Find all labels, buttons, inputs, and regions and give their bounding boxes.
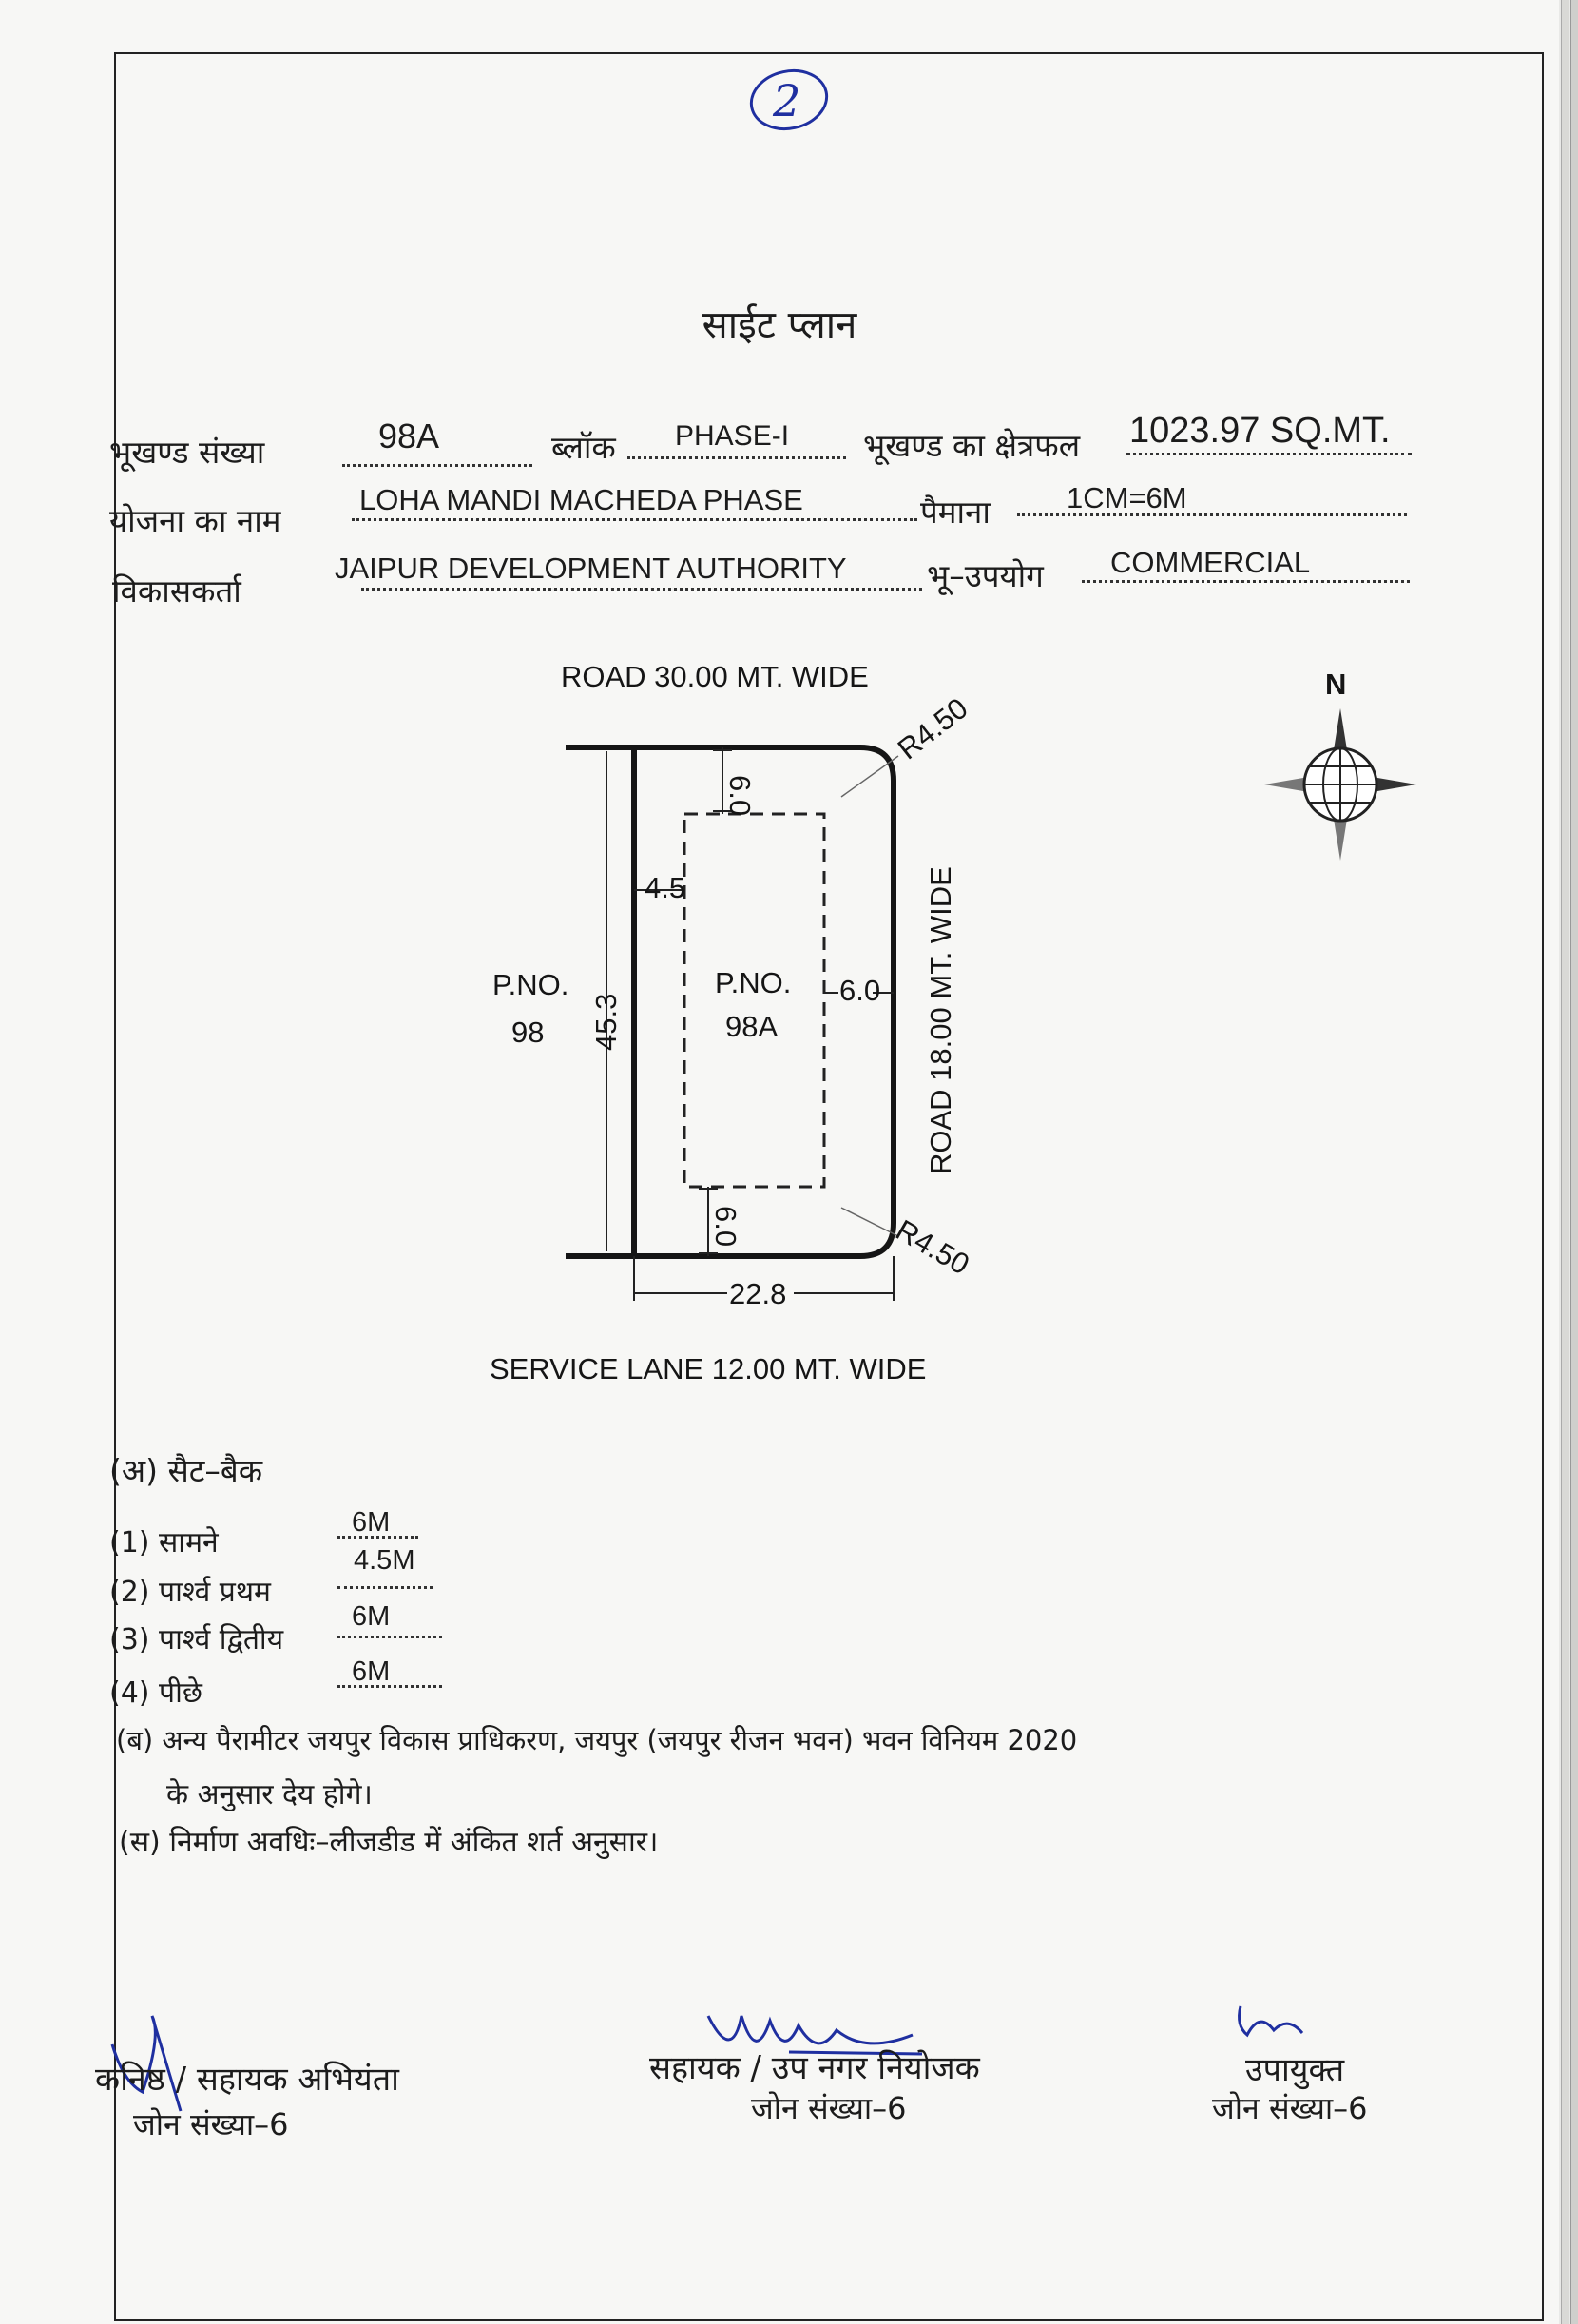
setback-rear-value: 6M	[352, 1656, 391, 1687]
page-number-text: 2	[773, 75, 801, 126]
road-right-label: ROAD 18.00 MT. WIDE	[924, 866, 957, 1174]
road-top-label: ROAD 30.00 MT. WIDE	[561, 660, 869, 693]
neighbour-plot-label: P.NO.	[492, 968, 569, 1001]
landuse-label: भू–उपयोग	[927, 557, 1044, 594]
middle-signatory-zone: जोन संख्या–6	[751, 2090, 907, 2126]
block-value: PHASE-I	[675, 420, 790, 452]
north-label: N	[1325, 668, 1347, 701]
building-envelope	[684, 814, 824, 1187]
note-b-line2: के अनुसार देय होगे।	[166, 1778, 373, 1811]
north-compass-icon	[1264, 708, 1416, 861]
setback-front-value: 6M	[352, 1507, 391, 1538]
radius-bottom-label: R4.50	[890, 1212, 975, 1282]
page-edge	[1561, 0, 1569, 2324]
scheme-value: LOHA MANDI MACHEDA PHASE	[359, 483, 803, 516]
scale-label: पैमाना	[920, 494, 991, 531]
right-signatory-zone: जोन संख्या–6	[1212, 2090, 1368, 2126]
note-c-line: (स) निर्माण अवधिः–लीजडीड में अंकित शर्त अनुसार।	[119, 1826, 659, 1859]
right-signatory-title: उपायुक्त	[1245, 2051, 1345, 2089]
middle-signatory-title: सहायक / उप नगर नियोजक	[649, 2049, 980, 2087]
plot-no-label: भूखण्ड संख्या	[109, 434, 265, 471]
note-b-line1: (ब) अन्य पैरामीटर जयपुर विकास प्राधिकरण, जयपुर (जयपुर रीजन भवन) भवन विनियम 2020	[116, 1724, 1078, 1756]
scale-value: 1CM=6M	[1067, 481, 1187, 514]
setback-bottom-label: 6.0	[709, 1206, 742, 1248]
plot-number: 98A	[725, 1010, 779, 1043]
depth-label: 45.3	[589, 993, 623, 1051]
setback-top-label: 6.0	[723, 775, 757, 817]
area-value: 1023.97 SQ.MT.	[1129, 411, 1391, 451]
scheme-label: योजना का नाम	[109, 502, 281, 539]
right-signature	[1240, 2006, 1302, 2035]
road-bottom-label: SERVICE LANE 12.00 MT. WIDE	[490, 1352, 927, 1385]
plot-label: P.NO.	[715, 966, 792, 999]
left-signatory-title: कनिष्ठ / सहायक अभियंता	[95, 2061, 399, 2099]
developer-value: JAIPUR DEVELOPMENT AUTHORITY	[335, 552, 847, 585]
setback-rear-label: (4) पीछे	[109, 1676, 202, 1710]
neighbour-plot-number: 98	[511, 1016, 545, 1049]
setback-heading: (अ) सैट–बैक	[109, 1452, 263, 1489]
page-title: साईट प्लान	[702, 303, 857, 347]
setback-side2-value: 6M	[352, 1601, 391, 1632]
plot-no-value: 98A	[378, 416, 440, 455]
setback-right-label: 6.0	[839, 974, 881, 1007]
block-label: ब्लॉक	[551, 429, 616, 466]
developer-label: विकासकर्ता	[112, 572, 241, 610]
left-signatory-zone: जोन संख्या–6	[133, 2106, 289, 2142]
radius-top-label: R4.50	[891, 690, 974, 766]
setback-left-label: 4.5	[645, 871, 686, 904]
setback-side1-value: 4.5M	[354, 1545, 415, 1576]
area-label: भूखण्ड का क्षेत्रफल	[863, 427, 1081, 464]
setback-front-label: (1) सामने	[109, 1526, 219, 1559]
setback-side1-label: (2) पार्श्व प्रथम	[109, 1576, 271, 1609]
setback-side2-label: (3) पार्श्व द्वितीय	[109, 1623, 284, 1656]
middle-signature	[708, 2016, 913, 2043]
landuse-value: COMMERCIAL	[1110, 546, 1311, 579]
width-label: 22.8	[729, 1277, 787, 1310]
page-edge	[1570, 0, 1578, 2324]
